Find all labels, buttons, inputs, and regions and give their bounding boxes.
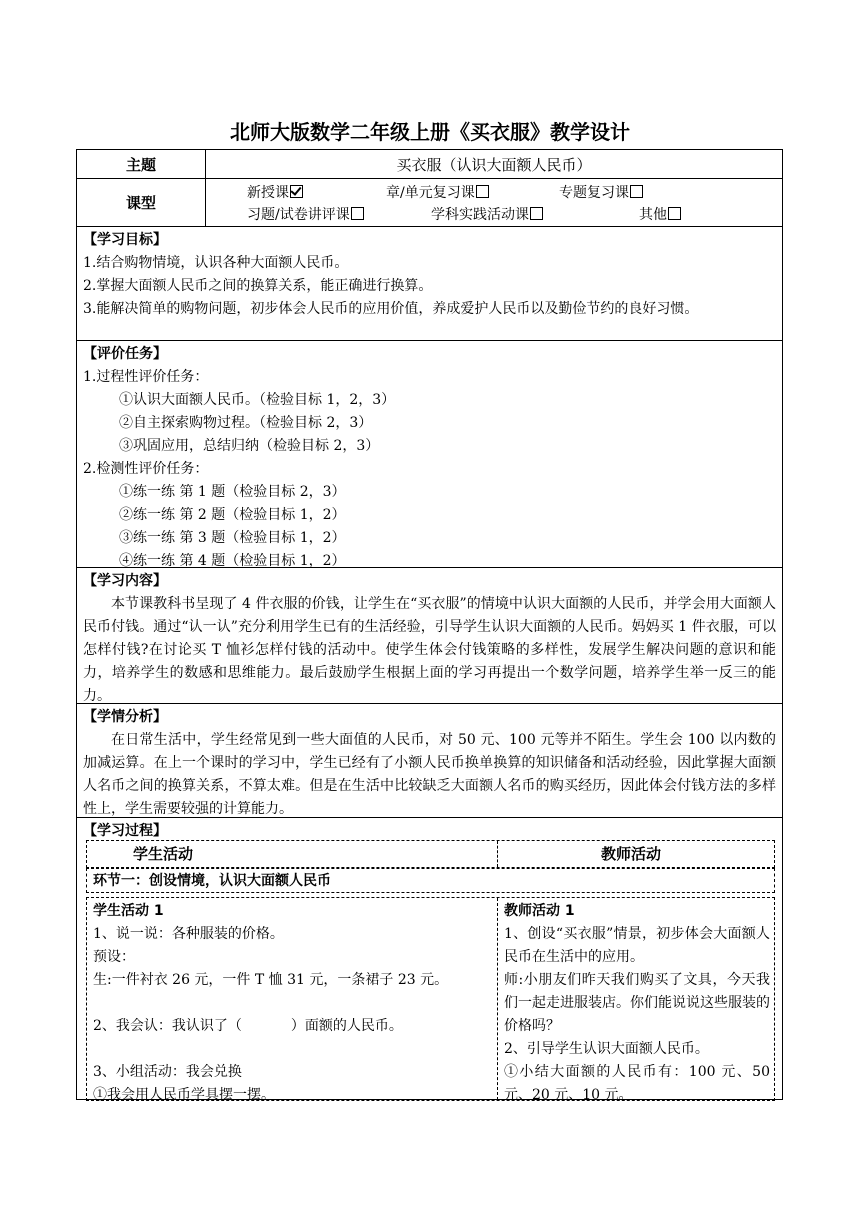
page-title: 北师大版数学二年级上册《买衣服》教学设计 [230, 120, 630, 144]
teacher-activity-line: 2、引导学生认识大面额人民币。 [504, 1041, 709, 1057]
objectives-section [77, 226, 782, 340]
checkbox-icon [530, 207, 543, 220]
checkbox-icon [668, 207, 681, 220]
teacher-activity-line: 师:小朋友们昨天我们购买了文具，今天我们一起走进服装店。你们能说说这些服装的价格吗？ [504, 972, 770, 1034]
lesson-type-label: 课型 [125, 194, 156, 212]
lesson-plan-table [76, 149, 783, 1103]
option-label: 学科实践活动课 [431, 207, 529, 223]
eval-item: ④练一练 第 4 题（检验目标 1，2） [119, 553, 346, 569]
section-heading: 【学习目标】 [83, 232, 167, 248]
stage-row [86, 868, 775, 893]
eval-item: ②自主探索购物过程。（检验目标 2，3） [119, 415, 373, 431]
objective-item: 3.能解决简单的购物问题，初步体会人民币的应用价值，养成爱护人民币以及勤俭节约的良好习惯。 [83, 301, 699, 317]
stage-title: 环节一：创设情境，认识大面额人民币 [93, 873, 331, 889]
option-new-lesson [247, 182, 303, 202]
objective-item: 2.掌握大面额人民币之间的换算关系，能正确进行换算。 [83, 278, 433, 294]
column-divider [497, 898, 498, 1100]
eval-item: ①认识大面额人民币。（检验目标 1，2，3） [119, 392, 396, 408]
teacher-activity-cell [504, 900, 770, 1107]
eval-item: ③巩固应用，总结归纳（检验目标 2，3） [119, 438, 380, 454]
column-divider [497, 841, 498, 867]
student-activity-line: 预设： [93, 949, 135, 965]
objective-item: 1.结合购物情境，认识各种大面额人民币。 [83, 255, 349, 271]
column-divider [205, 179, 206, 226]
teacher-activity-line: ①小结大面额的人民币有：100 元、50 元、20 元、10 元。 [504, 1064, 770, 1103]
student-activity-line: 2、我会认：我认识了（ ）面额的人民币。 [93, 1018, 403, 1034]
option-exercise-review [247, 204, 364, 224]
activity-row [86, 897, 775, 1101]
teacher-activity-title: 教师活动 1 [504, 903, 575, 919]
section-heading: 【学习内容】 [83, 573, 167, 589]
analysis-section [77, 703, 782, 817]
eval-item: ③练一练 第 3 题（检验目标 1，2） [119, 530, 346, 546]
option-other [639, 204, 681, 224]
option-label: 专题复习课 [559, 185, 629, 201]
test-eval-title: 2.检测性评价任务： [83, 461, 209, 477]
process-section [77, 817, 782, 1101]
student-activity-line: 生:一件衬衣 26 元，一件 T 恤 31 元，一条裙子 23 元。 [93, 972, 449, 988]
option-label: 新授课 [247, 185, 289, 201]
student-activity-line: ①我会用人民币学具摆一摆。 [93, 1087, 275, 1103]
process-header-row [86, 840, 775, 868]
student-activity-line: 3、小组活动：我会兑换 [93, 1064, 242, 1080]
option-unit-review [386, 182, 489, 202]
teacher-activity-line: 1、创设“买衣服”情景，初步体会大面额人民币在生活中的应用。 [504, 926, 770, 965]
option-label: 其他 [639, 207, 667, 223]
student-activity-line: 1、说一说：各种服装的价格。 [93, 926, 284, 942]
student-column-header: 学生活动 [133, 845, 194, 863]
option-label: 习题/试卷讲评课 [247, 207, 350, 223]
option-practice-activity [431, 204, 543, 224]
checkbox-icon [630, 185, 643, 198]
section-heading: 【学习过程】 [83, 823, 167, 839]
option-topic-review [559, 182, 643, 202]
student-activity-cell [93, 900, 497, 1107]
student-activity-title: 学生活动 1 [93, 903, 164, 919]
eval-item: ②练一练 第 2 题（检验目标 1，2） [119, 507, 346, 523]
checkbox-icon [351, 207, 364, 220]
option-label: 章/单元复习课 [386, 185, 475, 201]
topic-value: 买衣服（认识大面额人民币） [396, 156, 592, 174]
section-heading: 【学情分析】 [83, 709, 167, 725]
content-section [77, 567, 782, 703]
evaluation-section [77, 340, 782, 567]
teacher-column-header: 教师活动 [601, 845, 662, 863]
section-heading: 【评价任务】 [83, 346, 167, 362]
content-paragraph: 本节课教科书呈现了 4 件衣服的价钱，让学生在“买衣服”的情境中认识大面额的人民币，并学会用大面额人民币付钱。通过“认一认”充分利用学生已有的生活经验，引导学生认识大面额的人民币。妈妈买 1 件衣服，可以怎样付钱?在讨论买 T 恤衫怎样付钱的活动中。使学生体会付钱策略的多样性，发展学生解决问题的意识和能力，培养学生的数感和思维能力。最后鼓励学生根据上面的学习再提出一个数学问题，培养学生举一反三的能力。 [83, 596, 776, 704]
checkbox-icon [476, 185, 489, 198]
topic-label: 主题 [125, 156, 156, 174]
checked-box-icon [290, 185, 303, 198]
lesson-type-row [77, 178, 782, 226]
eval-item: ①练一练 第 1 题（检验目标 2，3） [119, 484, 346, 500]
topic-row [77, 150, 782, 178]
analysis-paragraph: 在日常生活中，学生经常见到一些大面值的人民币，对 50 元、100 元等并不陌生。学生会 100 以内数的加减运算。在上一个课时的学习中，学生已经有了小额人民币换单换算的知识储备和活动经验，因此掌握大面额人名币之间的换算关系，不算太难。但是在生活中比较缺乏大面额人名币的购买经历，因此体会付钱方法的多样性上，学生需要较强的计算能力。 [83, 732, 776, 817]
process-eval-title: 1.过程性评价任务： [83, 369, 209, 385]
